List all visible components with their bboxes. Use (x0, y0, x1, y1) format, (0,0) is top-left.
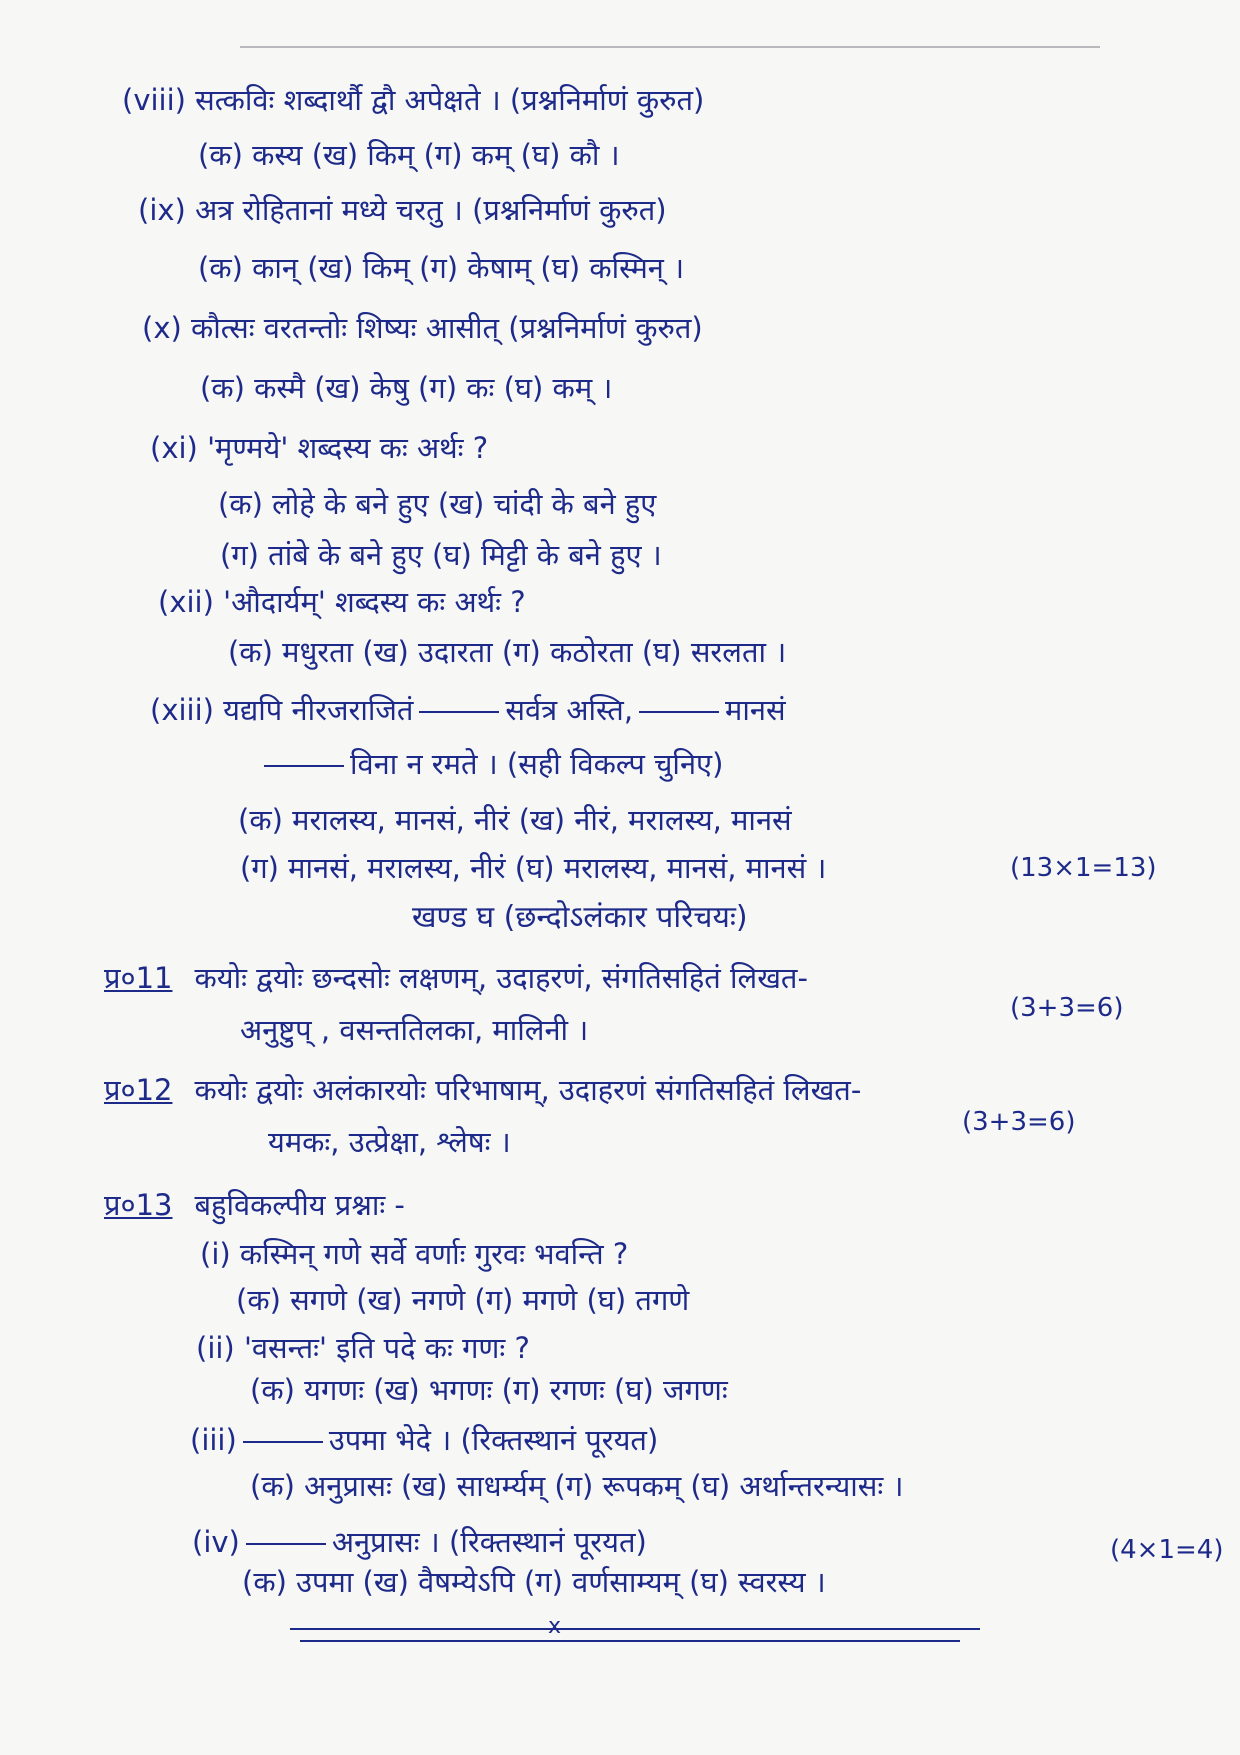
question-number: प्र०11 (104, 961, 173, 995)
p12-text: कयोः द्वयोः अलंकारयोः परिभाषाम्, उदाहरणं संगतिसहितं लिखत- (194, 1073, 862, 1107)
fill-blank (243, 1441, 323, 1443)
section-heading: खण्ड घ (छन्दोऽलंकार परिचयः) (412, 900, 748, 935)
end-cross-mark: x (548, 1614, 562, 1639)
p13-i-options: (क) सगणे (ख) नगणे (ग) मगणे (घ) तगणे (236, 1283, 690, 1317)
question-number: प्र०12 (104, 1073, 173, 1107)
q13-text-part4: विना न रमते । (सही विकल्प चुनिए) (350, 747, 724, 781)
p12-items: यमकः, उत्प्रेक्षा, श्लेषः । (268, 1125, 511, 1159)
q13-question-cont (258, 744, 723, 784)
p13-text: बहुविकल्पीय प्रश्नाः - (194, 1188, 405, 1222)
fill-blank (264, 765, 344, 767)
p13-iv-options: (क) उपमा (ख) वैषम्येऽपि (ग) वर्णसाम्यम् (घ) स्वरस्य । (242, 1565, 826, 1599)
p13-iii-options: (क) अनुप्रासः (ख) साधर्म्यम् (ग) रूपकम् (घ) अर्थान्तरन्यासः । (250, 1469, 904, 1503)
q13-options-2: (ग) मानसं, मरालस्य, नीरं (घ) मरालस्य, मानसं, मानसं । (240, 851, 827, 885)
p13-ii-options: (क) यगणः (ख) भगणः (ग) रगणः (घ) जगणः (250, 1373, 728, 1407)
q11-options-2: (ग) तांबे के बने हुए (घ) मिट्टी के बने हुए । (220, 538, 662, 572)
q9-options: (क) कान् (ख) किम् (ग) केषाम् (घ) कस्मिन् । (198, 251, 685, 285)
q13-text-part1: (xiii) यद्यपि नीरजराजितं (150, 693, 414, 727)
q9-question: (ix) अत्र रोहितानां मध्ये चरतु । (प्रश्ननिर्माणं कुरुत) (138, 193, 667, 227)
p13-iv-label: (iv) (192, 1525, 240, 1559)
q13-question (150, 690, 786, 730)
p12-marks: (3+3=6) (962, 1107, 1076, 1137)
question-number: प्र०13 (104, 1188, 173, 1222)
q10-options: (क) कस्मै (ख) केषु (ग) कः (घ) कम् । (200, 371, 613, 405)
p11-question (104, 958, 808, 998)
q12-options: (क) मधुरता (ख) उदारता (ग) कठोरता (घ) सरलता । (228, 635, 787, 669)
p11-marks: (3+3=6) (1010, 993, 1124, 1023)
q8-question: (viii) सत्कविः शब्दार्थौ द्वौ अपेक्षते । (प्रश्ननिर्माणं कुरुत) (122, 83, 705, 117)
end-rule-bottom (300, 1640, 960, 1642)
q13-text-part3: मानसं (725, 693, 786, 727)
marks-4: (4×1=4) (1110, 1535, 1224, 1565)
p11-text: कयोः द्वयोः छन्दसोः लक्षणम्, उदाहरणं, संगतिसहितं लिखत- (194, 961, 808, 995)
p12-question (104, 1070, 861, 1110)
end-rule-top (290, 1628, 980, 1630)
p11-items: अनुष्टुप् , वसन्ततिलका, मालिनी । (240, 1013, 589, 1047)
q10-question: (x) कौत्सः वरतन्तोः शिष्यः आसीत् (प्रश्ननिर्माणं कुरुत) (142, 311, 703, 345)
fill-blank (419, 711, 499, 713)
p13-iii-question (190, 1420, 658, 1460)
p13-ii-question: (ii) 'वसन्तः' इति पदे कः गणः ? (196, 1331, 530, 1365)
q11-options-1: (क) लोहे के बने हुए (ख) चांदी के बने हुए (218, 487, 657, 521)
p13-iii-text: उपमा भेदे । (रिक्तस्थानं पूरयत) (328, 1423, 659, 1457)
fill-blank (246, 1543, 326, 1545)
p13-iv-text: अनुप्रासः । (रिक्तस्थानं पूरयत) (331, 1525, 647, 1559)
p13-iv-question (192, 1522, 647, 1562)
q12-question: (xii) 'औदार्यम्' शब्दस्य कः अर्थः ? (158, 585, 526, 619)
q8-options: (क) कस्य (ख) किम् (ग) कम् (घ) कौ । (198, 138, 620, 172)
p13-iii-label: (iii) (190, 1423, 237, 1457)
p13-question (104, 1185, 405, 1225)
fill-blank (639, 711, 719, 713)
p13-i-question: (i) कस्मिन् गणे सर्वे वर्णाः गुरवः भवन्ति ? (200, 1237, 629, 1271)
marks-13: (13×1=13) (1010, 853, 1157, 883)
page-top-rule (240, 46, 1100, 48)
q11-question: (xi) 'मृण्मये' शब्दस्य कः अर्थः ? (150, 431, 489, 465)
q13-text-part2: सर्वत्र अस्ति, (505, 693, 634, 727)
q13-options-1: (क) मरालस्य, मानसं, नीरं (ख) नीरं, मरालस्य, मानसं (238, 803, 792, 837)
